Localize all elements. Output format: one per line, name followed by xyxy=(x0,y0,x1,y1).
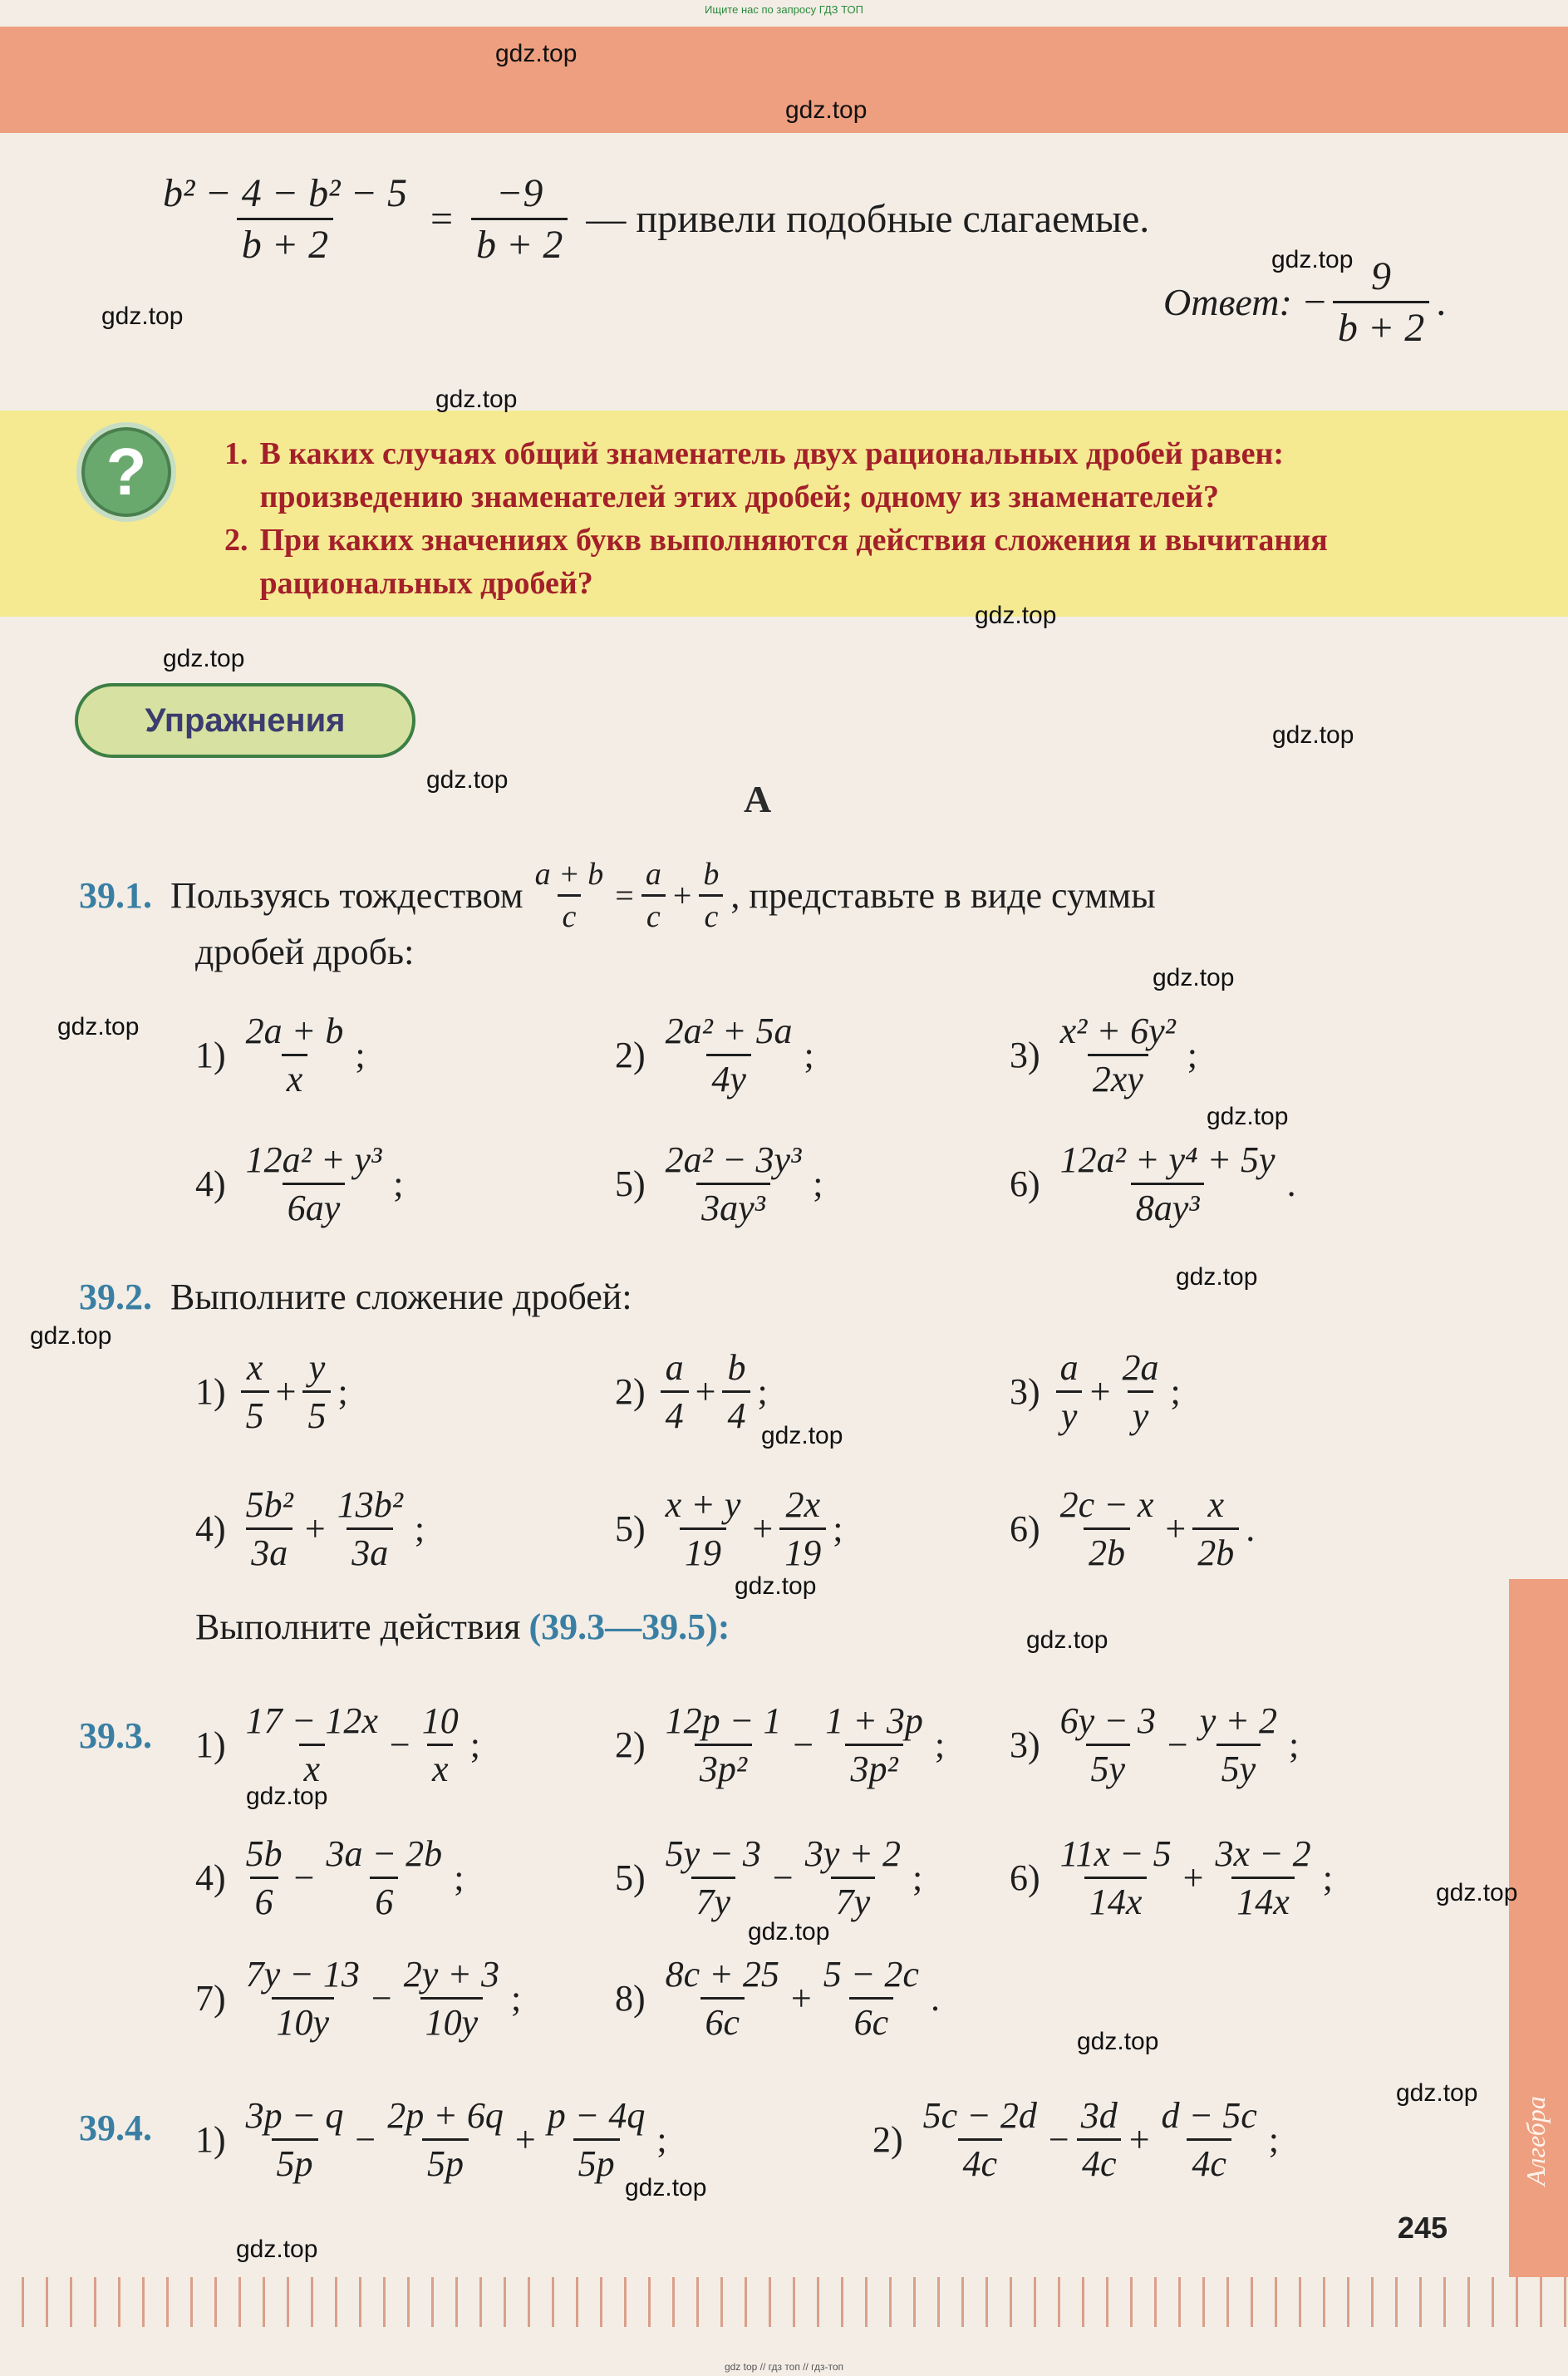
fraction-denominator: 5y xyxy=(1217,1744,1261,1790)
period: . xyxy=(1436,280,1447,324)
fraction-numerator: 10 xyxy=(421,1700,459,1741)
fraction xyxy=(1055,1832,1177,1923)
item-label: 7) xyxy=(195,1978,226,2019)
fraction-numerator: 2x xyxy=(785,1484,820,1525)
fraction-numerator: 12a² + y³ xyxy=(245,1139,382,1180)
header-fraction-1 xyxy=(158,170,412,268)
question-mark-icon: ? xyxy=(76,422,176,522)
exercise-item xyxy=(615,1700,945,1790)
instruction-reference: (39.3—39.5): xyxy=(528,1606,730,1647)
fraction-denominator: 7y xyxy=(831,1877,876,1923)
fraction xyxy=(241,1832,288,1923)
exercise-item xyxy=(195,1346,348,1437)
header-equation xyxy=(151,170,1149,268)
item-terminator: ; xyxy=(1187,1035,1198,1075)
watermark: gdz.top xyxy=(975,602,1057,629)
question-number: 1. xyxy=(224,436,248,471)
watermark: gdz.top xyxy=(495,40,578,67)
item-label: 6) xyxy=(1010,1857,1040,1898)
fraction-numerator: 17 − 12x xyxy=(245,1700,378,1741)
item-label: 1) xyxy=(195,1371,226,1412)
item-label: 3) xyxy=(1010,1724,1040,1765)
item-terminator: ; xyxy=(393,1163,404,1204)
fraction-numerator: 2a xyxy=(1122,1347,1159,1388)
identity-fraction-1 xyxy=(530,856,609,935)
item-terminator: ; xyxy=(1288,1724,1300,1765)
watermark: gdz.top xyxy=(761,1422,843,1449)
equals-sign: = xyxy=(615,877,634,914)
operator-sign: − xyxy=(371,1978,392,2019)
watermark: gdz.top xyxy=(101,303,184,330)
fraction-numerator: b xyxy=(703,857,720,892)
item-label: 4) xyxy=(195,1508,226,1549)
fraction-numerator: 3p − q xyxy=(245,2095,344,2136)
fraction-numerator: y xyxy=(308,1347,326,1388)
fraction-numerator: a xyxy=(665,1347,684,1388)
watermark: gdz.top xyxy=(1077,2028,1159,2055)
fraction xyxy=(241,2094,349,2185)
fraction-denominator: 4 xyxy=(722,1390,750,1437)
header-comment: — привели подобные слагаемые. xyxy=(586,197,1150,241)
fraction-numerator: 2y + 3 xyxy=(403,1954,499,1995)
operator-sign: + xyxy=(514,2119,536,2160)
side-label: Алгебра xyxy=(1521,2096,1551,2186)
fraction-numerator: a xyxy=(645,857,661,892)
fraction-numerator: b² − 4 − b² − 5 xyxy=(163,171,407,215)
exercise-item xyxy=(615,1346,768,1437)
item-terminator: ; xyxy=(912,1857,923,1898)
fraction xyxy=(661,1832,766,1923)
fraction xyxy=(661,1139,807,1229)
operator-sign: + xyxy=(1165,1508,1187,1549)
fraction-denominator: x xyxy=(282,1054,308,1100)
item-terminator: ; xyxy=(454,1857,465,1898)
exercise-item xyxy=(195,1010,366,1100)
item-terminator: ; xyxy=(337,1371,348,1412)
operator-sign: + xyxy=(695,1371,716,1412)
exercise-item xyxy=(195,1700,480,1790)
identity-fraction-2 xyxy=(641,856,666,935)
fraction-numerator: 5b xyxy=(245,1833,283,1874)
page-number: 245 xyxy=(1397,2211,1448,2245)
item-terminator: ; xyxy=(934,1724,946,1765)
fraction-denominator: 3a xyxy=(246,1527,292,1574)
watermark: gdz.top xyxy=(1272,721,1354,749)
fraction-denominator: 4c xyxy=(1187,2138,1231,2185)
fraction xyxy=(1192,1483,1239,1574)
operator-sign: + xyxy=(1128,2119,1150,2160)
watermark: gdz.top xyxy=(1271,246,1354,273)
fraction xyxy=(241,1010,349,1100)
fraction-denominator: y xyxy=(1056,1390,1083,1437)
exercise-item xyxy=(1010,1700,1299,1790)
fraction-denominator: c xyxy=(558,894,582,935)
exercise-text: Пользуясь тождеством xyxy=(170,875,523,916)
exercise-item xyxy=(615,1010,814,1100)
watermark: gdz.top xyxy=(748,1918,830,1946)
exercise-number: 39.1. xyxy=(79,875,152,916)
question-item xyxy=(224,519,1446,605)
fraction-numerator: 3a − 2b xyxy=(326,1833,443,1874)
fraction-numerator: 12p − 1 xyxy=(665,1700,782,1741)
actions-instruction xyxy=(195,1606,730,1648)
fraction xyxy=(661,1346,689,1437)
fraction xyxy=(818,1953,924,2044)
watermark: gdz.top xyxy=(435,386,518,413)
exercise-item xyxy=(195,1953,521,2044)
item-label: 5) xyxy=(615,1163,646,1204)
fraction-numerator: 3y + 2 xyxy=(804,1833,901,1874)
fraction xyxy=(1117,1346,1163,1437)
item-label: 1) xyxy=(195,2119,226,2160)
fraction-numerator: 2a² + 5a xyxy=(665,1011,793,1051)
fraction-denominator: 6 xyxy=(370,1877,398,1923)
fraction-denominator: y xyxy=(1128,1390,1154,1437)
fraction-denominator: 6c xyxy=(700,1997,745,2044)
watermark: gdz.top xyxy=(1436,1879,1518,1906)
item-label: 1) xyxy=(195,1724,226,1765)
fraction-numerator: x xyxy=(246,1347,263,1388)
side-band xyxy=(1509,1579,1568,2277)
fraction xyxy=(332,1483,408,1574)
fraction xyxy=(321,1832,447,1923)
fraction-numerator: −9 xyxy=(496,171,543,215)
fraction xyxy=(1076,2094,1123,2185)
fraction xyxy=(1195,1700,1282,1790)
fraction-numerator: 2a + b xyxy=(245,1011,344,1051)
ruler-decoration xyxy=(0,2277,1568,2327)
watermark: gdz.top xyxy=(625,2174,707,2201)
exercise-item xyxy=(195,1139,404,1229)
fraction xyxy=(241,1953,365,2044)
item-terminator: ; xyxy=(804,1035,814,1075)
item-label: 2) xyxy=(615,1371,646,1412)
item-label: 4) xyxy=(195,1857,226,1898)
watermark: gdz.top xyxy=(30,1322,112,1350)
exercise-number: 39.4. xyxy=(79,2108,152,2148)
operator-sign: + xyxy=(304,1508,326,1549)
exercise-item xyxy=(615,1483,843,1574)
equals-sign: = xyxy=(430,197,454,241)
fraction xyxy=(1210,1832,1315,1923)
header-fraction-2 xyxy=(471,170,568,268)
item-terminator: ; xyxy=(469,1724,480,1765)
fraction-numerator: 5 − 2c xyxy=(823,1954,919,1995)
item-terminator: ; xyxy=(757,1371,768,1412)
fraction-denominator: 5 xyxy=(302,1390,331,1437)
exercise-number: 39.2. xyxy=(79,1277,152,1317)
operator-sign: + xyxy=(1182,1857,1204,1898)
fraction-denominator: 5p xyxy=(422,2138,469,2185)
fraction xyxy=(417,1700,464,1790)
fraction-numerator: 13b² xyxy=(337,1484,403,1525)
item-label: 3) xyxy=(1010,1035,1040,1075)
item-terminator: ; xyxy=(1268,2119,1280,2160)
exercise-item xyxy=(195,1832,464,1923)
fraction-denominator: 14x xyxy=(1231,1877,1295,1923)
fraction-numerator: y + 2 xyxy=(1199,1700,1277,1741)
fraction-denominator: b + 2 xyxy=(471,218,568,268)
fraction-numerator: 6y − 3 xyxy=(1059,1700,1156,1741)
watermark: gdz.top xyxy=(785,96,868,124)
fraction xyxy=(1055,1139,1280,1229)
fraction xyxy=(241,1483,298,1574)
fraction xyxy=(800,1832,906,1923)
fraction xyxy=(779,1483,826,1574)
plus-sign: + xyxy=(672,877,692,914)
fraction-denominator: 6 xyxy=(250,1877,278,1923)
fraction xyxy=(399,1953,504,2044)
fraction-denominator: 5p xyxy=(272,2138,318,2185)
fraction-denominator: 4 xyxy=(661,1390,689,1437)
fraction-denominator: 19 xyxy=(680,1527,726,1574)
watermark: gdz.top xyxy=(1153,964,1235,991)
fraction-numerator: 2p + 6q xyxy=(387,2095,504,2136)
fraction xyxy=(661,1010,798,1100)
exercise-text: Выполните сложение дробей: xyxy=(170,1277,632,1317)
question-number: 2. xyxy=(224,523,248,558)
operator-sign: − xyxy=(772,1857,794,1898)
questions-list xyxy=(224,432,1446,605)
fraction-denominator: 3ay³ xyxy=(696,1183,770,1229)
watermark: gdz.top xyxy=(246,1783,328,1810)
fraction xyxy=(382,2094,509,2185)
fraction-numerator: 7y − 13 xyxy=(245,1954,360,1995)
item-label: 5) xyxy=(615,1508,646,1549)
fraction-denominator: 5y xyxy=(1086,1744,1131,1790)
item-terminator: ; xyxy=(510,1978,522,2019)
item-terminator: ; xyxy=(1322,1857,1333,1898)
exercise-item xyxy=(1010,1139,1296,1229)
answer-label: Ответ: xyxy=(1163,281,1292,323)
exercise-item xyxy=(195,1483,425,1574)
fraction-numerator: 2c − x xyxy=(1059,1484,1154,1525)
exercise-text: дробей дробь: xyxy=(195,932,415,972)
watermark: gdz.top xyxy=(1176,1263,1258,1291)
fraction-numerator: p − 4q xyxy=(547,2095,646,2136)
item-terminator: ; xyxy=(656,2119,667,2160)
watermark: gdz.top xyxy=(57,1013,140,1040)
fraction xyxy=(1055,1483,1159,1574)
fraction-denominator: c xyxy=(641,894,666,935)
item-label: 4) xyxy=(195,1163,226,1204)
exercise-item xyxy=(1010,1483,1255,1574)
fraction-numerator: 3x − 2 xyxy=(1215,1833,1311,1874)
operator-sign: − xyxy=(793,1724,814,1765)
watermark: gdz.top xyxy=(163,645,245,672)
fraction xyxy=(302,1346,331,1437)
top-note: Ищите нас по запросу ГДЗ ТОП xyxy=(705,3,863,16)
item-label: 2) xyxy=(615,1035,646,1075)
fraction-numerator: 11x − 5 xyxy=(1059,1833,1172,1874)
item-terminator: . xyxy=(1286,1163,1296,1204)
fraction-numerator: a + b xyxy=(534,857,604,892)
section-label: A xyxy=(744,778,772,820)
fraction-denominator: 4y xyxy=(706,1054,751,1100)
operator-sign: − xyxy=(1167,1724,1188,1765)
fraction xyxy=(661,1700,787,1790)
fraction xyxy=(1157,2094,1262,2185)
fraction-numerator: d − 5c xyxy=(1161,2095,1257,2136)
exercise-item xyxy=(615,1139,823,1229)
operator-sign: − xyxy=(355,2119,376,2160)
exercise-39-1-header xyxy=(79,856,1492,935)
fraction xyxy=(661,1953,784,2044)
fraction xyxy=(918,2094,1042,2185)
fraction-numerator: 1 + 3p xyxy=(825,1700,923,1741)
exercise-item xyxy=(615,1832,922,1923)
fraction-denominator: b + 2 xyxy=(237,218,333,268)
item-terminator: . xyxy=(930,1978,940,2019)
question-item xyxy=(224,432,1446,519)
fraction xyxy=(241,1346,269,1437)
fraction-denominator: 5 xyxy=(241,1390,269,1437)
item-terminator: ; xyxy=(414,1508,425,1549)
fraction-denominator: 2b xyxy=(1084,1527,1130,1574)
header-band xyxy=(0,27,1568,133)
operator-sign: + xyxy=(790,1978,812,2019)
identity-fraction-3 xyxy=(698,856,724,935)
watermark: gdz.top xyxy=(1207,1103,1289,1130)
item-label: 3) xyxy=(1010,1371,1040,1412)
item-terminator: ; xyxy=(1170,1371,1181,1412)
fraction-numerator: 2a² − 3y³ xyxy=(665,1139,802,1180)
item-label: 2) xyxy=(872,2119,903,2160)
operator-sign: − xyxy=(293,1857,315,1898)
fraction-numerator: x² + 6y² xyxy=(1059,1011,1176,1051)
exercise-text: , представьте в виде суммы xyxy=(730,875,1156,916)
exercises-title-pill: Упражнения xyxy=(75,683,415,758)
question-text: При каких значениях букв выполняются действия сложения и вычитания рациональных дробей? xyxy=(259,523,1328,601)
fraction-numerator: x + y xyxy=(665,1484,741,1525)
fraction xyxy=(543,2094,651,2185)
item-terminator: ; xyxy=(355,1035,366,1075)
fraction-denominator: 10y xyxy=(420,1997,484,2044)
fraction-numerator: 5y − 3 xyxy=(665,1833,761,1874)
fraction-denominator: x xyxy=(427,1744,454,1790)
fraction-denominator: c xyxy=(699,894,723,935)
fraction xyxy=(661,1483,746,1574)
fraction-denominator: 4c xyxy=(958,2138,1003,2185)
item-label: 6) xyxy=(1010,1508,1040,1549)
fraction xyxy=(1055,1010,1181,1100)
fraction-numerator: 8c + 25 xyxy=(665,1954,779,1995)
operator-sign: − xyxy=(389,1724,410,1765)
item-label: 2) xyxy=(615,1724,646,1765)
exercise-item xyxy=(615,1953,940,2044)
fraction-denominator: x xyxy=(299,1744,326,1790)
fraction xyxy=(241,1139,387,1229)
watermark: gdz.top xyxy=(1026,1626,1108,1654)
fraction-denominator: 2xy xyxy=(1088,1054,1148,1100)
fraction-numerator: 9 xyxy=(1371,254,1392,298)
operator-sign: − xyxy=(1048,2119,1069,2160)
fraction-denominator: 19 xyxy=(779,1527,826,1574)
exercise-item xyxy=(1010,1010,1197,1100)
fraction xyxy=(722,1346,750,1437)
fraction-numerator: 5b² xyxy=(245,1484,293,1525)
fraction-numerator: 5c − 2d xyxy=(922,2095,1037,2136)
fraction-denominator: 6c xyxy=(849,1997,894,2044)
fraction-denominator: 3a xyxy=(347,1527,393,1574)
exercise-item xyxy=(195,2094,667,2185)
item-label: 5) xyxy=(615,1857,646,1898)
exercise-item xyxy=(1010,1832,1333,1923)
exercise-item xyxy=(872,2094,1279,2185)
fraction xyxy=(820,1700,928,1790)
watermark: gdz.top xyxy=(735,1572,817,1600)
fraction-denominator: 3p² xyxy=(695,1744,752,1790)
exercise-number: 39.3. xyxy=(79,1715,152,1756)
question-text: В каких случаях общий знаменатель двух рациональных дробей равен: произведению знаменателей этих дробей; одному из знаменателей? xyxy=(259,436,1285,514)
operator-sign: + xyxy=(752,1508,774,1549)
fraction-numerator: 12a² + y⁴ + 5y xyxy=(1059,1139,1276,1180)
fraction-numerator: b xyxy=(727,1347,746,1388)
operator-sign: + xyxy=(275,1371,297,1412)
item-label: 6) xyxy=(1010,1163,1040,1204)
fraction-numerator: a xyxy=(1059,1347,1079,1388)
fraction-denominator: 10y xyxy=(272,1997,335,2044)
fraction-denominator: 4c xyxy=(1077,2138,1122,2185)
operator-sign: + xyxy=(1089,1371,1111,1412)
fraction-denominator: 8ay³ xyxy=(1131,1183,1205,1229)
watermark: gdz.top xyxy=(426,766,509,794)
fraction xyxy=(1055,1700,1161,1790)
watermark: gdz.top xyxy=(236,2236,318,2263)
item-terminator: ; xyxy=(833,1508,843,1549)
fraction-denominator: b + 2 xyxy=(1333,301,1429,351)
fraction-numerator: x xyxy=(1207,1484,1224,1525)
exercise-39-2-header xyxy=(79,1276,632,1318)
item-label: 8) xyxy=(615,1978,646,2019)
minus-sign: − xyxy=(1303,280,1326,324)
fraction xyxy=(241,1700,383,1790)
exercise-item xyxy=(1010,1346,1181,1437)
bottom-note: gdz top // гдз топ // гдз-топ xyxy=(724,2361,844,2373)
watermark: gdz.top xyxy=(1396,2079,1478,2107)
fraction-numerator: 3d xyxy=(1080,2095,1118,2136)
fraction-denominator: 7y xyxy=(691,1877,736,1923)
instruction-text: Выполните действия xyxy=(195,1606,521,1647)
fraction-denominator: 14x xyxy=(1084,1877,1148,1923)
fraction-denominator: 5p xyxy=(573,2138,620,2185)
fraction xyxy=(1055,1346,1084,1437)
item-terminator: . xyxy=(1246,1508,1256,1549)
fraction-denominator: 3p² xyxy=(845,1744,902,1790)
fraction-denominator: 2b xyxy=(1192,1527,1239,1574)
item-terminator: ; xyxy=(813,1163,823,1204)
item-label: 1) xyxy=(195,1035,226,1075)
fraction-denominator: 6ay xyxy=(283,1183,346,1229)
